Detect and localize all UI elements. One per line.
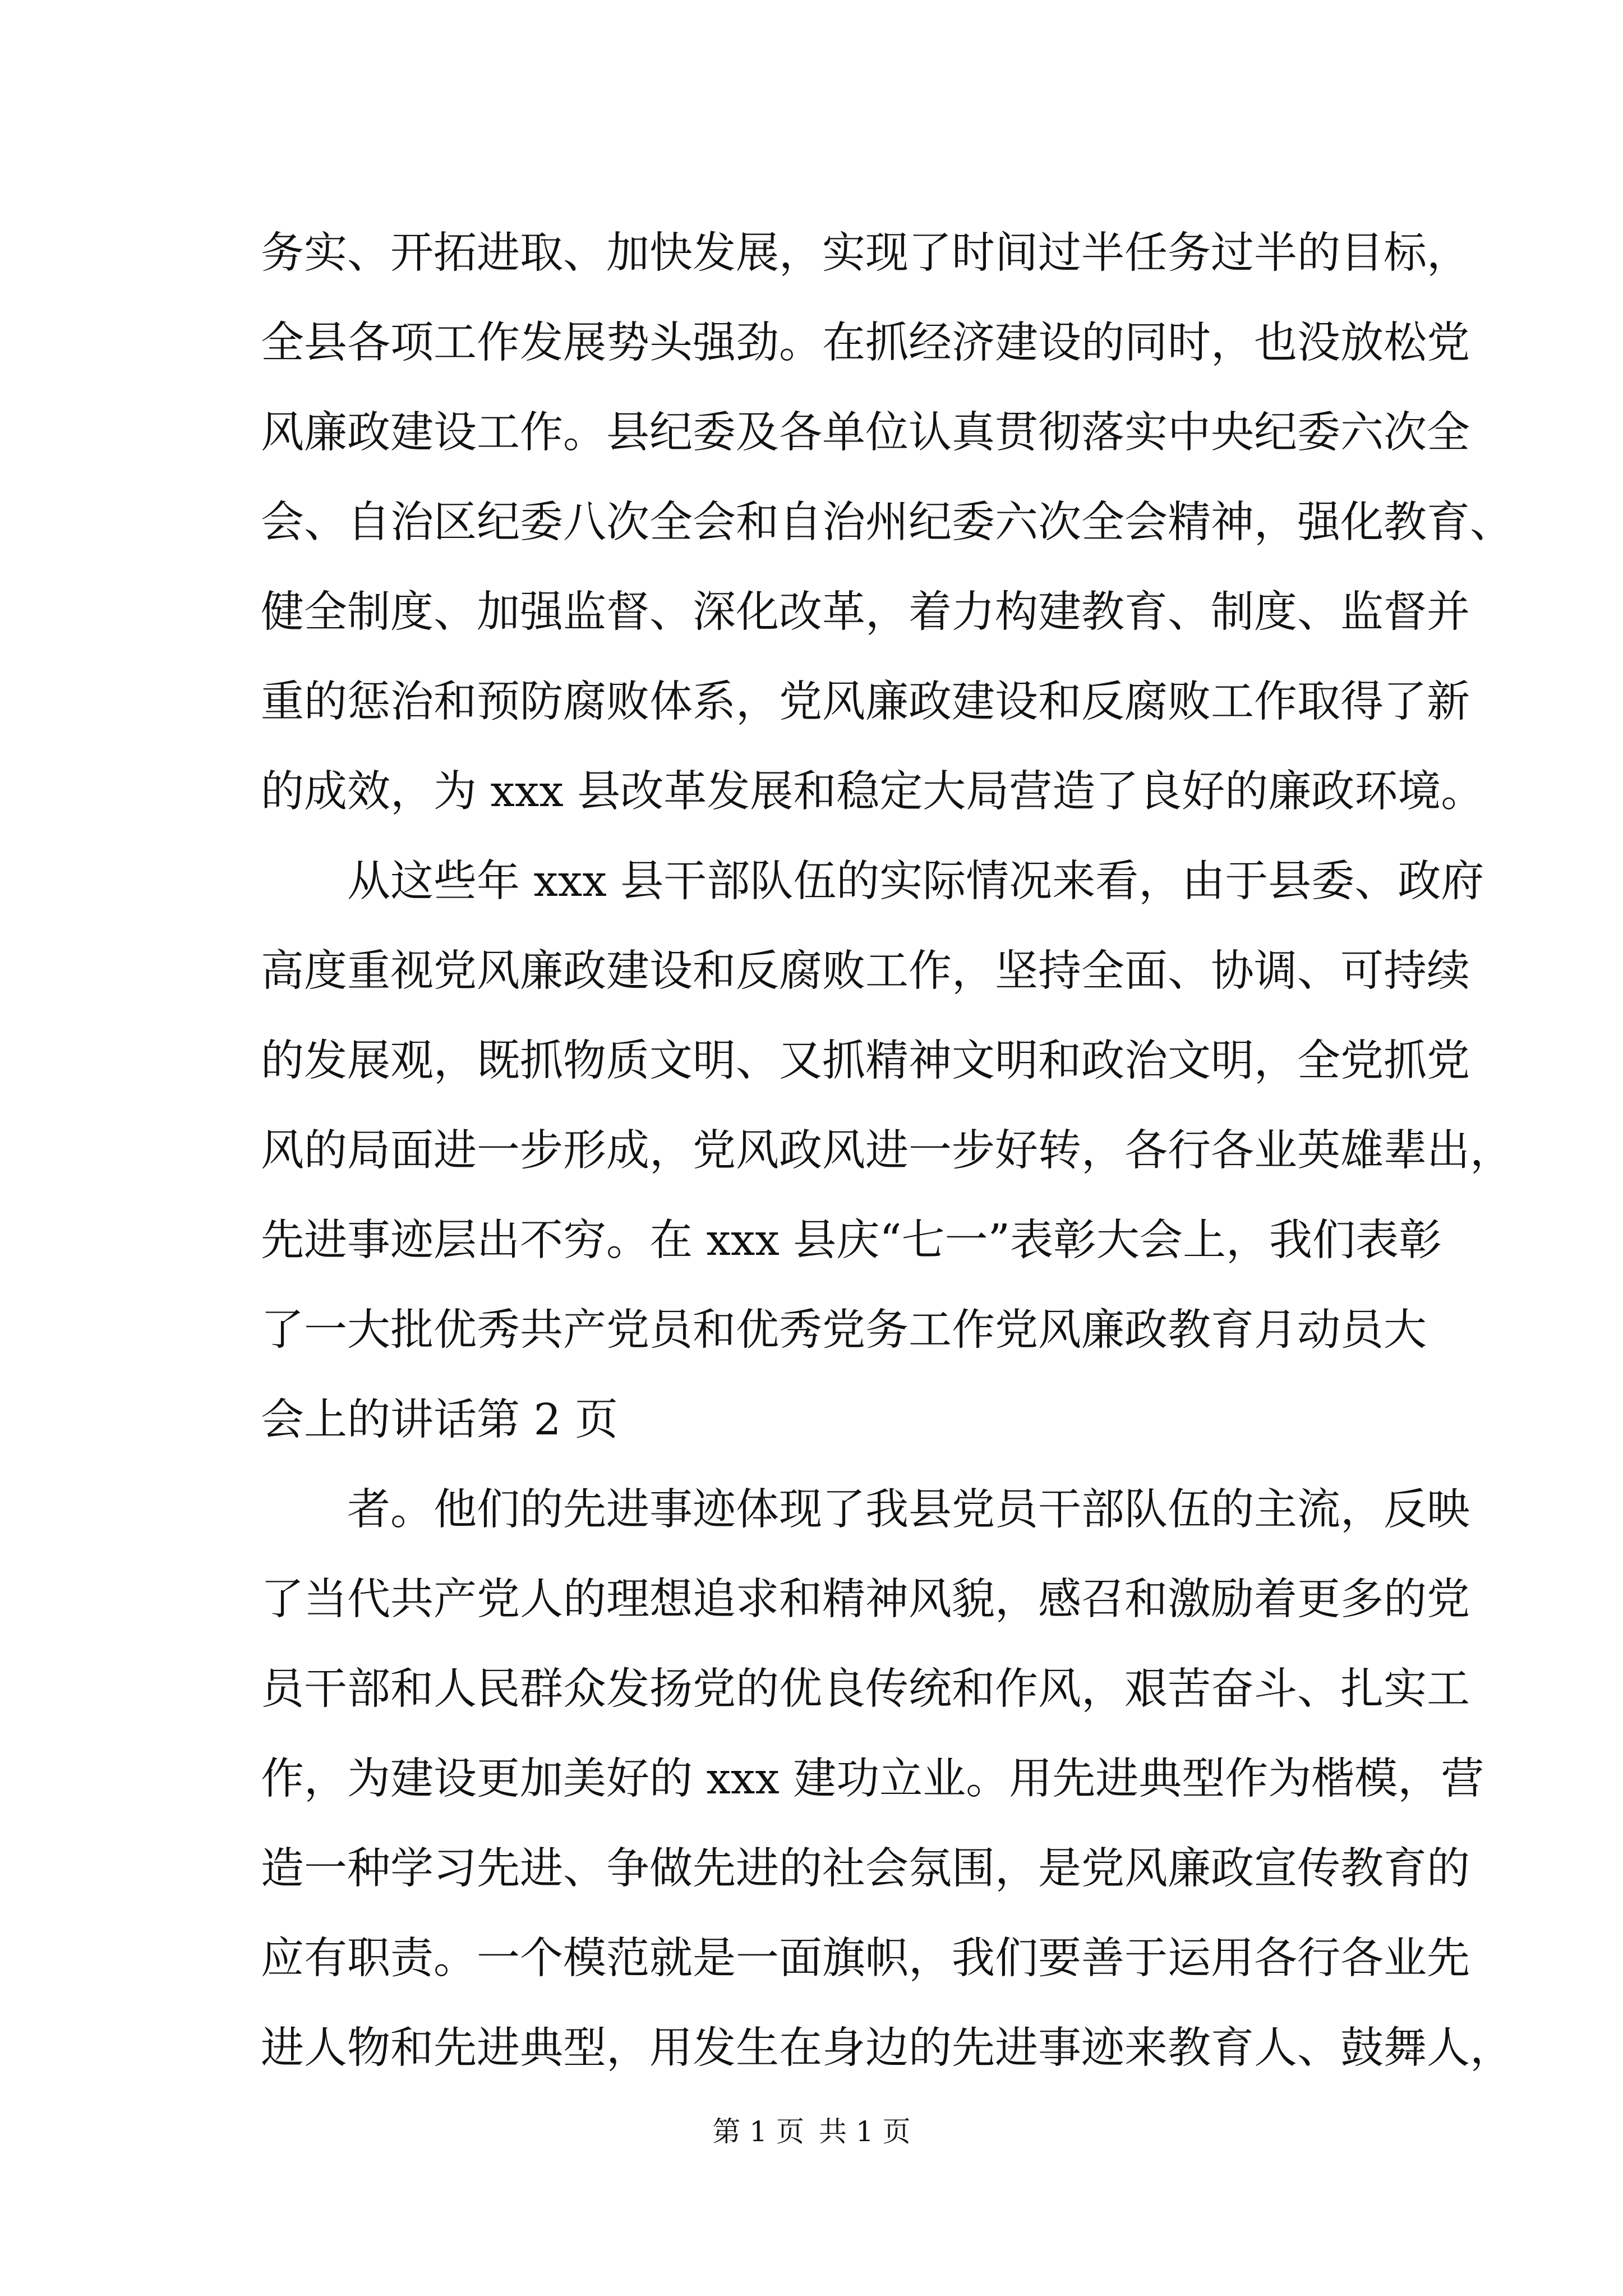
- text-line: 全县各项工作发展势头强劲。在抓经济建设的同时，也没放松党: [261, 318, 1470, 368]
- text-line: 高度重视党风廉政建设和反腐败工作，坚持全面、协调、可持续: [261, 946, 1470, 996]
- text-line: 了一大批优秀共产党员和优秀党务工作党风廉政教育月动员大: [261, 1305, 1427, 1355]
- text-line: 健全制度、加强监督、深化改革，着力构建教育、制度、监督并: [261, 587, 1470, 637]
- text-line: 的发展观，既抓物质文明、又抓精神文明和政治文明，全党抓党: [261, 1036, 1470, 1086]
- text-line: 作，为建设更加美好的 xxx 建功立业。用先进典型作为楷模，营: [261, 1754, 1484, 1804]
- text-line: 会上的讲话第 2 页: [261, 1395, 618, 1445]
- text-line: 了当代共产党人的理想追求和精神风貌，感召和激励着更多的党: [261, 1575, 1470, 1625]
- text-line: 的成效，为 xxx 县改革发展和稳定大局营造了良好的廉政环境。: [261, 767, 1484, 817]
- text-line: 重的惩治和预防腐败体系，党风廉政建设和反腐败工作取得了新: [261, 677, 1470, 727]
- text-line: 会、自治区纪委八次全会和自治州纪委六次全会精神，强化教育、: [261, 498, 1513, 547]
- text-line: 员干部和人民群众发扬党的优良传统和作风，艰苦奋斗、扎实工: [261, 1664, 1470, 1714]
- text-line: 者。他们的先进事迹体现了我县党员干部队伍的主流，反映: [347, 1485, 1470, 1535]
- text-line: 先进事迹层出不穷。在 xxx 县庆“七一”表彰大会上，我们表彰: [261, 1216, 1442, 1266]
- page-total: 共 1 页: [819, 2115, 911, 2148]
- text-line: 从这些年 xxx 县干部队伍的实际情况来看，由于县委、政府: [347, 857, 1484, 907]
- text-line: 风廉政建设工作。县纪委及各单位认真贯彻落实中央纪委六次全: [261, 408, 1470, 458]
- text-line: 风的局面进一步形成，党风政风进一步好转，各行各业英雄辈出，: [261, 1126, 1513, 1176]
- text-line: 进人物和先进典型，用发生在身边的先进事迹来教育人、鼓舞人，: [261, 2023, 1513, 2073]
- document-body: [261, 209, 1513, 2093]
- page-footer: [0, 2115, 1623, 2148]
- text-line: 务实、开拓进取、加快发展，实现了时间过半任务过半的目标，: [261, 228, 1470, 278]
- text-line: 应有职责。一个模范就是一面旗帜，我们要善于运用各行各业先: [261, 1934, 1470, 1984]
- page-number: 第 1 页: [712, 2115, 804, 2148]
- text-line: 造一种学习先进、争做先进的社会氛围，是党风廉政宣传教育的: [261, 1844, 1470, 1894]
